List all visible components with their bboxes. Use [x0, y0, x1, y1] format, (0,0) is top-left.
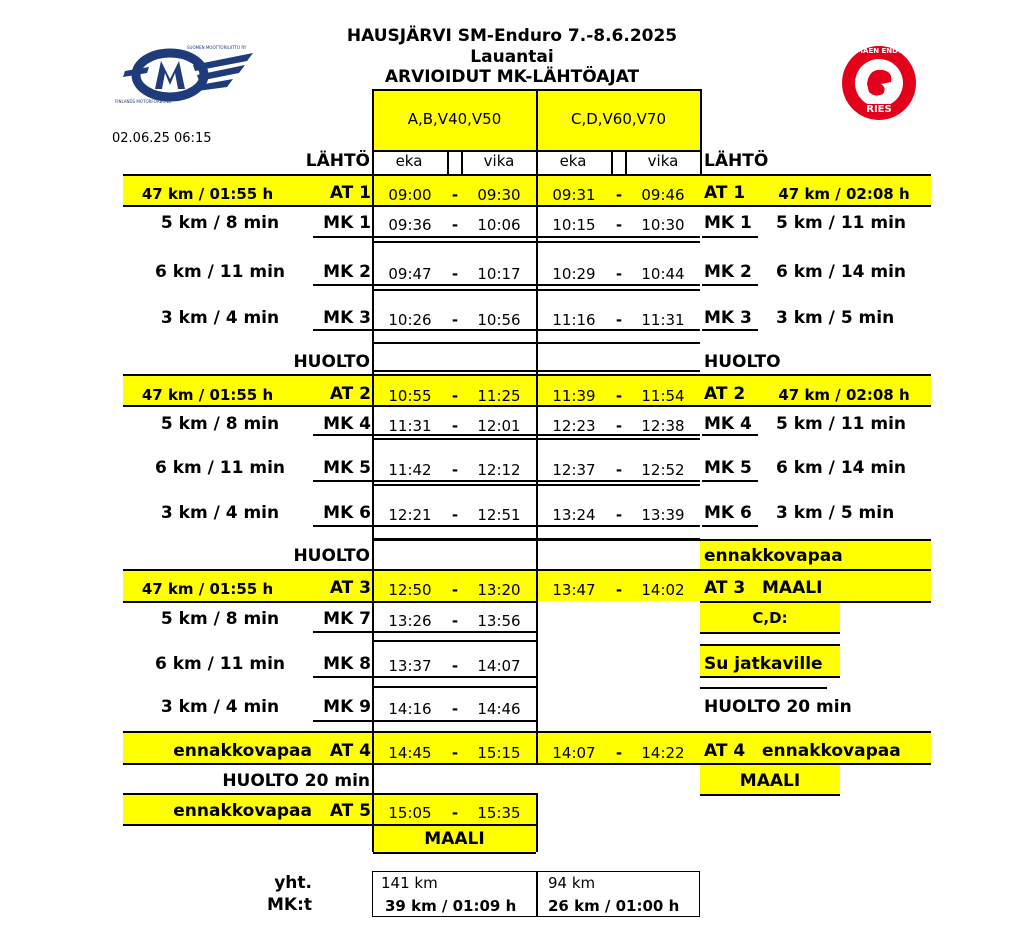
- eka-c-header: eka: [559, 152, 587, 170]
- mk3-a-last: 10:56: [477, 311, 521, 329]
- at2-right-code: AT 2: [704, 384, 746, 404]
- at2-a-last: 11:25: [477, 387, 521, 405]
- grid-line: [373, 89, 700, 91]
- grid-line: [373, 686, 536, 688]
- vika-c-header: vika: [647, 152, 679, 170]
- grid-line: [702, 329, 758, 331]
- grid-line: [700, 644, 840, 646]
- at1-a-last: 09:30: [477, 186, 521, 204]
- mk1-a-last: 10:06: [477, 216, 521, 234]
- mk5-code: MK 5: [323, 458, 371, 478]
- at2-code: AT 2: [329, 384, 371, 404]
- at2-c-first: 11:39: [552, 387, 596, 405]
- mk4-left-info: 5 km / 8 min: [160, 414, 280, 434]
- grid-line: [373, 241, 700, 243]
- at5-code: AT 5: [329, 801, 371, 821]
- huolto2-right-label: ennakkovapaa: [704, 546, 843, 566]
- grid-line: [373, 720, 536, 722]
- mk3-c-dash: -: [615, 311, 623, 329]
- grid-line: [373, 852, 536, 854]
- mk4-right-info: 5 km / 11 min: [776, 414, 907, 434]
- mk4-right-code: MK 4: [704, 414, 752, 434]
- mk1-left-info: 5 km / 8 min: [160, 213, 280, 233]
- mk2-a-last: 10:17: [477, 265, 521, 283]
- mk1-right-code: MK 1: [704, 213, 752, 233]
- mk6-c-last: 13:39: [641, 506, 685, 524]
- mk1-a-first: 09:36: [388, 216, 432, 234]
- at1-c-first: 09:31: [552, 186, 596, 204]
- at3-c-last: 14:02: [641, 581, 685, 599]
- at4-c-first: 14:07: [552, 744, 596, 762]
- mk6-c-dash: -: [615, 506, 623, 524]
- mk3-c-last: 11:31: [641, 311, 685, 329]
- mk2-right-code: MK 2: [704, 262, 752, 282]
- mk3-right-info: 3 km / 5 min: [776, 308, 895, 328]
- at3-a-dash: -: [451, 581, 459, 599]
- mk1-code: MK 1: [323, 213, 371, 233]
- mk8-a-last: 14:07: [477, 657, 521, 675]
- grid-line: [373, 236, 700, 238]
- grid-line: [123, 569, 931, 571]
- at4-code: AT 4: [329, 741, 371, 761]
- grid-line: [702, 525, 758, 527]
- at3-a-first: 12:50: [388, 581, 432, 599]
- at1-c-last: 09:46: [641, 186, 685, 204]
- federation-logo: SUOMEN MOOTTORILIITTO RY FINLANDS MOTORFÖRBUND: [115, 45, 255, 107]
- at5-left-info: ennakkovapaa: [173, 801, 312, 821]
- grid-line: [373, 329, 700, 331]
- mk4-a-first: 11:31: [388, 417, 432, 435]
- timestamp: 02.06.25 06:15: [112, 131, 212, 146]
- grid-line: [313, 480, 372, 482]
- mk9-code: MK 9: [323, 697, 371, 717]
- eka-a-header: eka: [395, 152, 423, 170]
- at1-a-dash: -: [451, 186, 459, 204]
- grid-line: [536, 793, 538, 852]
- mk9-a-first: 14:16: [388, 700, 432, 718]
- grid-line: [373, 480, 700, 482]
- at2-a-first: 10:55: [388, 387, 432, 405]
- grid-line: [123, 174, 931, 176]
- at3-right-label: MAALI: [762, 578, 823, 598]
- grid-line: [313, 434, 372, 436]
- mk4-a-dash: -: [451, 417, 459, 435]
- grid-line: [625, 150, 627, 174]
- g2-mk-total: 26 km / 01:00 h: [548, 897, 680, 915]
- grid-line: [313, 631, 372, 633]
- mk1-c-first: 10:15: [552, 216, 596, 234]
- mk4-c-dash: -: [615, 417, 623, 435]
- grid-line: [700, 632, 840, 634]
- at4-c-last: 14:22: [641, 744, 685, 762]
- grid-line: [702, 236, 758, 238]
- group-c-header: C,D,V60,V70: [570, 110, 667, 128]
- grid-line: [373, 284, 700, 286]
- at4-a-last: 15:15: [477, 744, 521, 762]
- grid-line: [700, 601, 931, 603]
- at3-left-info: 47 km / 01:55 h: [141, 580, 274, 598]
- grid-line: [123, 793, 536, 795]
- grid-line: [373, 631, 536, 633]
- at1-left-info: 47 km / 01:55 h: [141, 185, 274, 203]
- grid-line: [536, 871, 538, 917]
- mk6-a-dash: -: [451, 506, 459, 524]
- grid-line: [313, 525, 372, 527]
- grid-line: [313, 720, 372, 722]
- at2-right-info: 47 km / 02:08 h: [778, 386, 910, 404]
- grid-line: [373, 438, 700, 440]
- at4-a-dash: -: [451, 744, 459, 762]
- club-logo: RIIHIMÄEN ENDUROSEURA RIES: [837, 44, 921, 122]
- mk5-a-dash: -: [451, 461, 459, 479]
- page-title: HAUSJÄRVI SM-Enduro 7.-8.6.2025: [346, 26, 678, 46]
- mk1-c-dash: -: [615, 216, 623, 234]
- mk3-c-first: 11:16: [552, 311, 596, 329]
- mk8-left-info: 6 km / 11 min: [154, 654, 286, 674]
- grid-line: [313, 676, 372, 678]
- mk7-code: MK 7: [323, 609, 371, 629]
- grid-line: [702, 480, 758, 482]
- at2-c-dash: -: [615, 387, 623, 405]
- mk9-a-dash: -: [451, 700, 459, 718]
- mk7-a-last: 13:56: [477, 612, 521, 630]
- mk3-code: MK 3: [323, 308, 371, 328]
- at3-c-dash: -: [615, 581, 623, 599]
- huolto3-right-label: MAALI: [739, 771, 801, 791]
- at1-c-dash: -: [615, 186, 623, 204]
- mk6-right-info: 3 km / 5 min: [776, 503, 895, 523]
- mk2-c-dash: -: [615, 265, 623, 283]
- grid-line: [700, 676, 840, 678]
- group-a-header: A,B,V40,V50: [407, 110, 502, 128]
- mk4-code: MK 4: [323, 414, 371, 434]
- at1-right-info: 47 km / 02:08 h: [778, 185, 910, 203]
- mk1-a-dash: -: [451, 216, 459, 234]
- grid-line: [700, 89, 702, 174]
- mk3-left-info: 3 km / 4 min: [160, 308, 280, 328]
- grid-line: [373, 342, 700, 344]
- mk8-a-first: 13:37: [388, 657, 432, 675]
- mk2-right-info: 6 km / 14 min: [776, 262, 907, 282]
- grid-line: [373, 676, 536, 678]
- at5-a-first: 15:05: [388, 804, 432, 822]
- at4-a-first: 14:45: [388, 744, 432, 762]
- grid-line: [123, 824, 536, 826]
- grid-line: [123, 763, 931, 765]
- grid-line: [373, 539, 931, 541]
- mk5-c-last: 12:52: [641, 461, 685, 479]
- g1-total-km: 141 km: [381, 874, 438, 892]
- mk7-right-label: C,D:: [752, 609, 788, 627]
- mk7-a-dash: -: [451, 612, 459, 630]
- mk3-a-dash: -: [451, 311, 459, 329]
- at4-c-dash: -: [615, 744, 623, 762]
- mk8-a-dash: -: [451, 657, 459, 675]
- lahto-right-header: LÄHTÖ: [704, 151, 769, 171]
- mk4-a-last: 12:01: [477, 417, 521, 435]
- mk-totals-label: MK:t: [266, 895, 312, 915]
- mk9-a-last: 14:46: [477, 700, 521, 718]
- mk2-code: MK 2: [323, 262, 371, 282]
- mk2-left-info: 6 km / 11 min: [154, 262, 286, 282]
- at4-right-label: ennakkovapaa: [762, 741, 901, 761]
- day-label: Lauantai: [470, 47, 554, 67]
- mk6-a-first: 12:21: [388, 506, 432, 524]
- grid-line: [313, 329, 372, 331]
- grid-line: [373, 150, 700, 152]
- mk1-c-last: 10:30: [641, 216, 685, 234]
- mk8-right-label: Su jatkaville: [704, 654, 823, 674]
- maali-label: MAALI: [424, 829, 485, 849]
- grid-line: [373, 484, 700, 486]
- grid-line: [313, 284, 372, 286]
- at2-c-last: 11:54: [641, 387, 685, 405]
- mk5-right-code: MK 5: [704, 458, 752, 478]
- grid-line: [447, 150, 449, 174]
- at1-a-first: 09:00: [388, 186, 432, 204]
- mk4-c-first: 12:23: [552, 417, 596, 435]
- grid-line: [123, 601, 536, 603]
- page-subtitle: ARVIOIDUT MK-LÄHTÖAJAT: [384, 67, 640, 87]
- huolto1-left-label: HUOLTO: [293, 352, 370, 372]
- mk2-a-first: 09:47: [388, 265, 432, 283]
- grid-line: [373, 370, 700, 372]
- grid-line: [372, 89, 374, 852]
- grid-line: [123, 405, 931, 407]
- mk5-left-info: 6 km / 11 min: [154, 458, 286, 478]
- grid-line: [313, 236, 372, 238]
- totals-label: yht.: [274, 873, 312, 893]
- mk5-c-first: 12:37: [552, 461, 596, 479]
- grid-line: [702, 434, 758, 436]
- vika-a-header: vika: [483, 152, 515, 170]
- at3-a-last: 13:20: [477, 581, 521, 599]
- mk9-right-label: HUOLTO 20 min: [704, 697, 852, 717]
- grid-line: [700, 687, 827, 689]
- grid-line: [461, 150, 463, 174]
- at3-code: AT 3: [329, 578, 371, 598]
- at5-a-dash: -: [451, 804, 459, 822]
- mk1-right-info: 5 km / 11 min: [776, 213, 907, 233]
- grid-line: [123, 205, 931, 207]
- at2-left-info: 47 km / 01:55 h: [141, 386, 274, 404]
- lahto-left-header: LÄHTÖ: [305, 151, 370, 171]
- g1-mk-total: 39 km / 01:09 h: [385, 897, 517, 915]
- huolto1-right-label: HUOLTO: [704, 352, 781, 372]
- mk6-left-info: 3 km / 4 min: [160, 503, 280, 523]
- mk8-code: MK 8: [323, 654, 371, 674]
- grid-line: [611, 150, 613, 174]
- mk4-c-last: 12:38: [641, 417, 685, 435]
- mk6-code: MK 6: [323, 503, 371, 523]
- mk2-a-dash: -: [451, 265, 459, 283]
- g2-total-km: 94 km: [548, 874, 596, 892]
- mk7-left-info: 5 km / 8 min: [160, 609, 280, 629]
- at4-right-code: AT 4: [704, 741, 746, 761]
- at2-a-dash: -: [451, 387, 459, 405]
- grid-line: [373, 525, 700, 527]
- at3-right-code: AT 3: [704, 578, 746, 598]
- mk3-a-first: 10:26: [388, 311, 432, 329]
- mk5-a-last: 12:12: [477, 461, 521, 479]
- grid-line: [123, 731, 931, 733]
- mk6-c-first: 13:24: [552, 506, 596, 524]
- mk7-a-first: 13:26: [388, 612, 432, 630]
- grid-line: [373, 289, 700, 291]
- huolto3-left-label: HUOLTO 20 min: [222, 771, 370, 791]
- mk3-right-code: MK 3: [704, 308, 752, 328]
- mk6-right-code: MK 6: [704, 503, 752, 523]
- grid-line: [373, 640, 536, 642]
- mk5-c-dash: -: [615, 461, 623, 479]
- grid-line: [702, 284, 758, 286]
- grid-line: [700, 794, 840, 796]
- mk5-right-info: 6 km / 14 min: [776, 458, 907, 478]
- at1-code: AT 1: [329, 183, 371, 203]
- mk9-left-info: 3 km / 4 min: [160, 697, 280, 717]
- mk6-a-last: 12:51: [477, 506, 521, 524]
- at3-c-first: 13:47: [552, 581, 596, 599]
- mk2-c-first: 10:29: [552, 265, 596, 283]
- mk5-a-first: 11:42: [388, 461, 432, 479]
- grid-line: [536, 89, 538, 763]
- at4-left-info: ennakkovapaa: [173, 741, 312, 761]
- at5-a-last: 15:35: [477, 804, 521, 822]
- huolto2-left-label: HUOLTO: [293, 546, 370, 566]
- federation-logo-icon: [115, 45, 255, 107]
- at1-right-code: AT 1: [704, 183, 746, 203]
- mk2-c-last: 10:44: [641, 265, 685, 283]
- grid-line: [123, 374, 931, 376]
